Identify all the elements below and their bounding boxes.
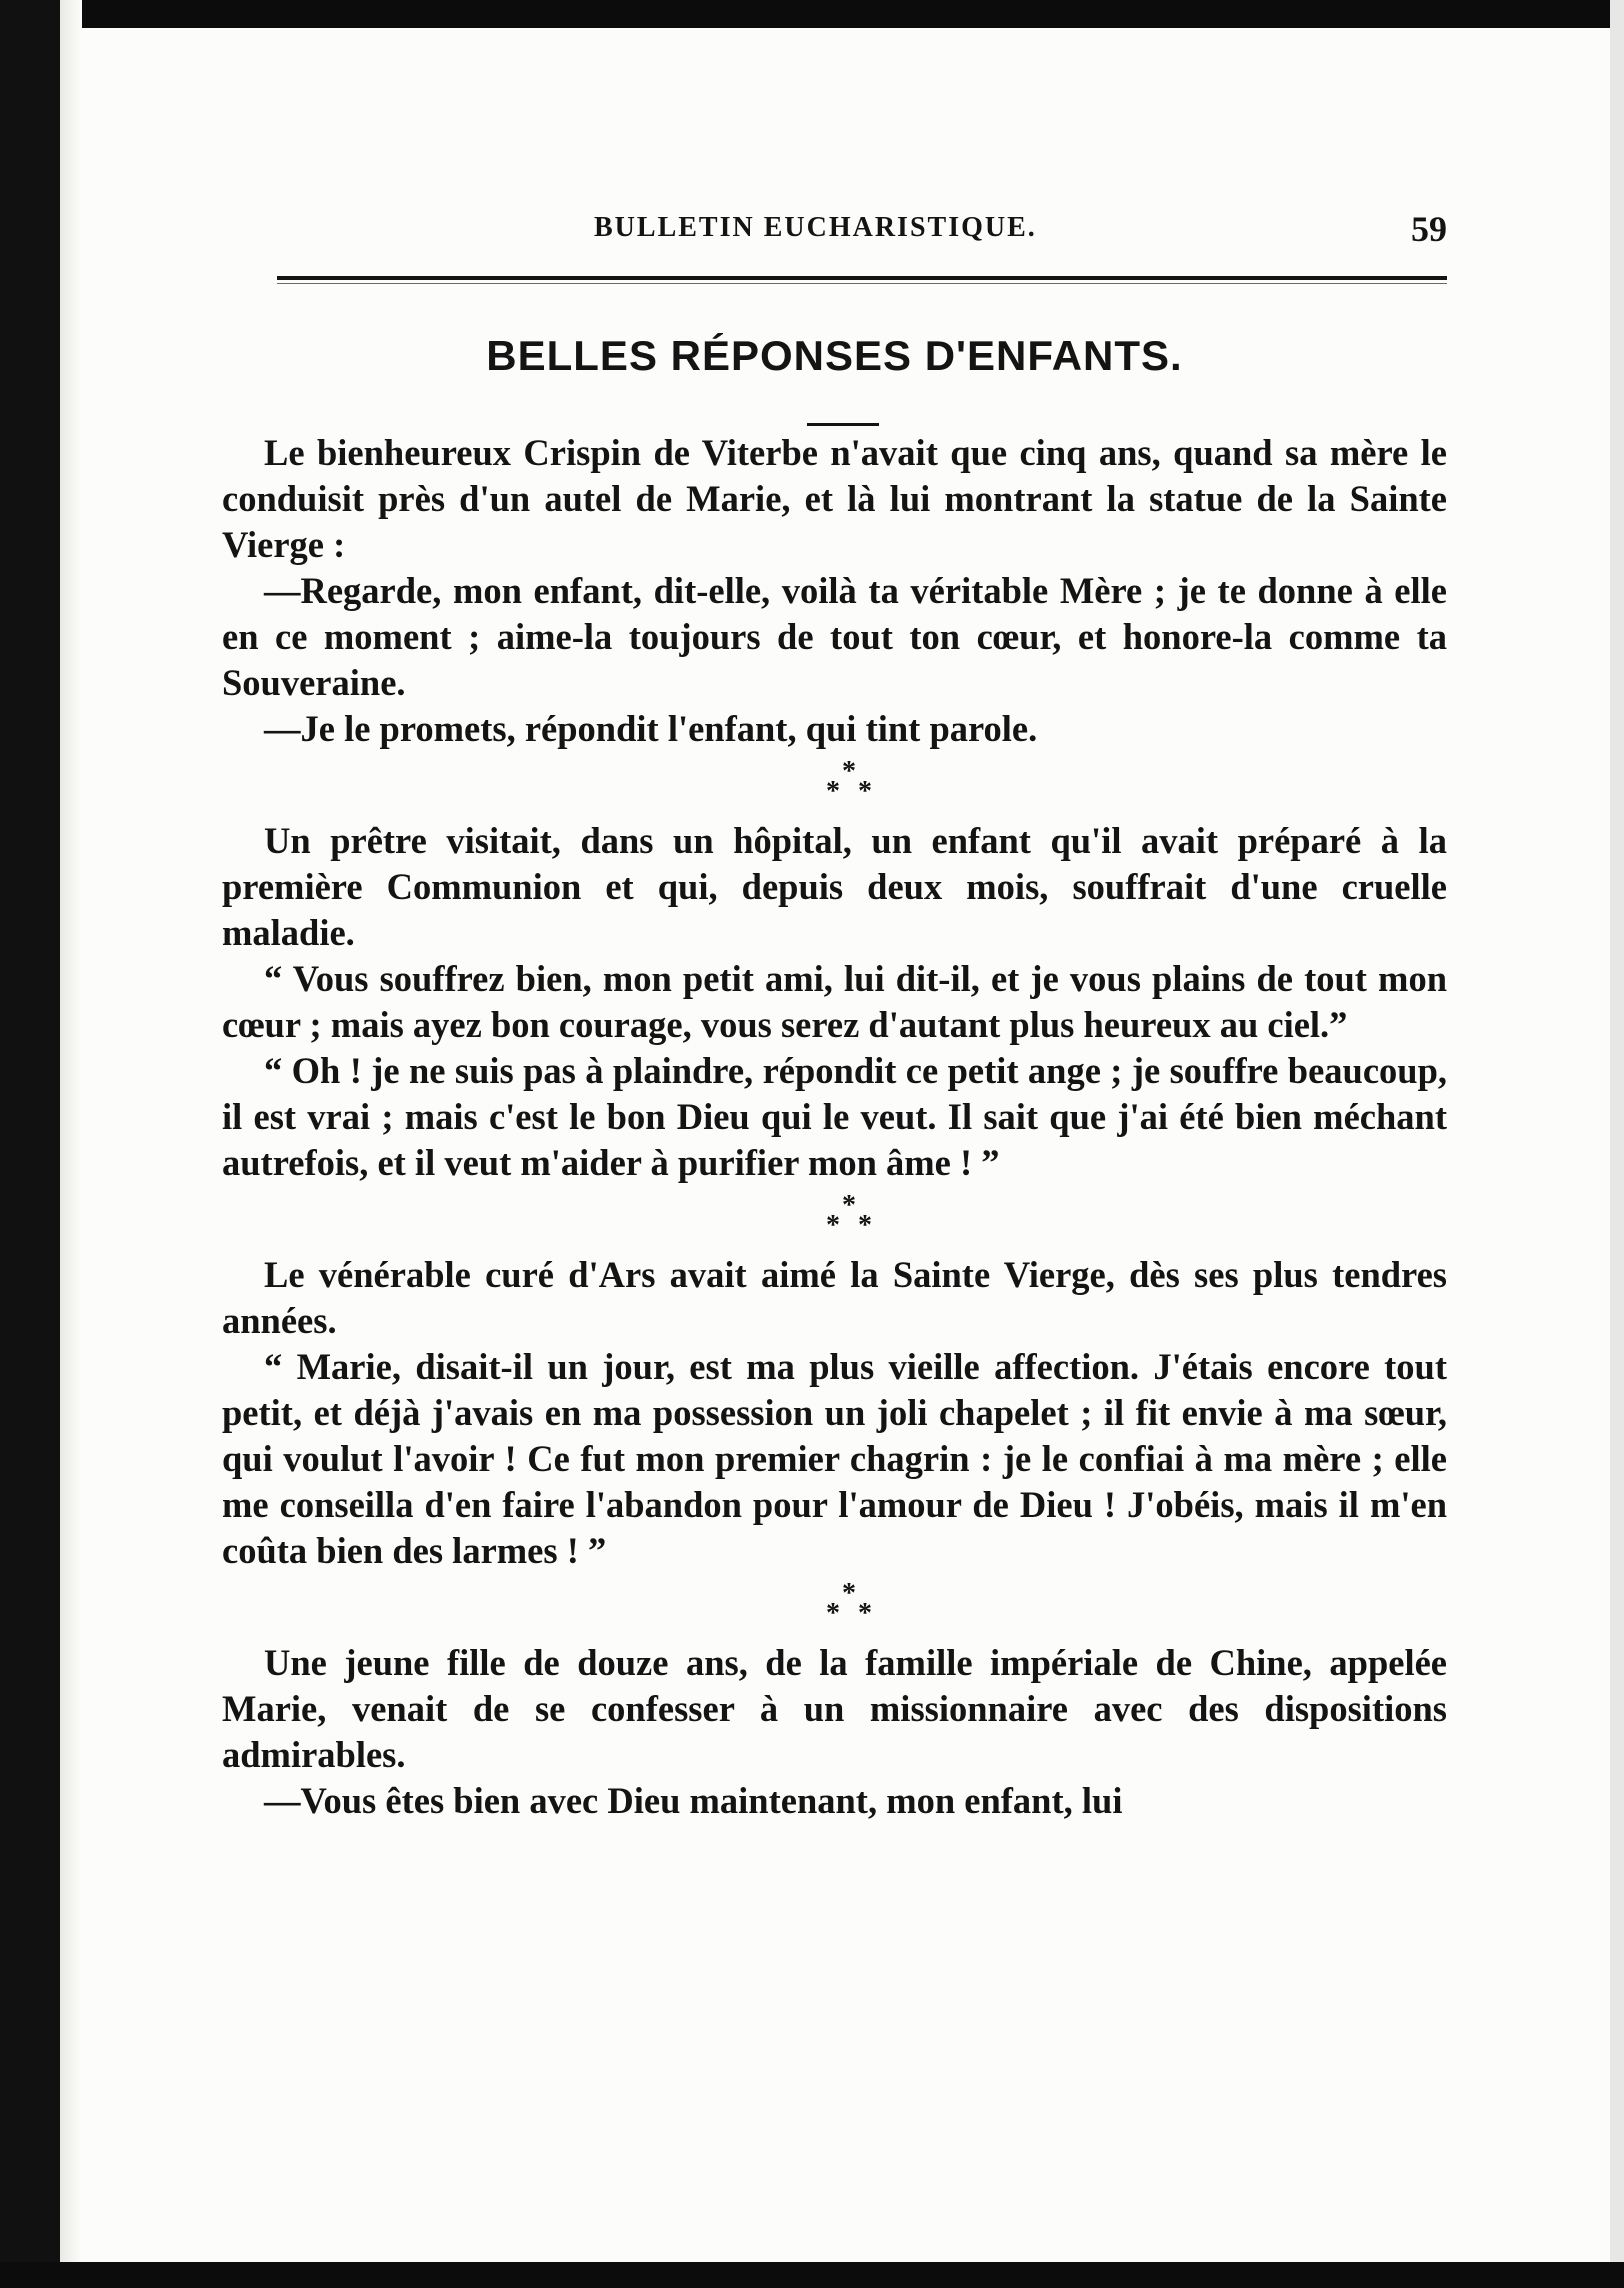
section-asterism xyxy=(222,752,1447,818)
asterism-star: * xyxy=(826,776,840,807)
asterism-star: * xyxy=(842,1190,856,1221)
page-gutter-shadow xyxy=(60,0,82,2288)
paragraph: —Vous êtes bien avec Dieu maintenant, mon enfant, lui xyxy=(264,1780,1123,1821)
section-asterism xyxy=(222,1186,1447,1252)
header-rule xyxy=(277,276,1447,280)
paragraph: Une jeune fille de douze ans, de la famille impériale de Chine, appelée Marie, venait de se confesser à un missionnaire avec des dispositions admirables. xyxy=(222,1642,1447,1775)
header-rule-thin xyxy=(277,283,1447,284)
scan-border-right xyxy=(1610,0,1624,2288)
asterism-star: * xyxy=(858,1210,872,1241)
paragraph: —Je le promets, répondit l'enfant, qui tint parole. xyxy=(264,708,1038,749)
paragraph: “ Oh ! je ne suis pas à plaindre, répondit ce petit ange ; je souffre beaucoup, il est vrai ; mais c'est le bon Dieu qui le veut. Il sait que j'ai été bien méchant autrefois, et il veut m'aider à purifier mon âme ! ” xyxy=(222,1050,1447,1183)
title-rule xyxy=(807,423,879,426)
article-body xyxy=(222,430,1447,1824)
paragraph: Le bienheureux Crispin de Viterbe n'avait que cinq ans, quand sa mère le conduisit près d'un autel de Marie, et là lui montrant la statue de la Sainte Vierge : xyxy=(222,432,1447,565)
paragraph: Le vénérable curé d'Ars avait aimé la Sainte Vierge, dès ses plus tendres années. xyxy=(222,1254,1447,1341)
paragraph: —Regarde, mon enfant, dit-elle, voilà ta véritable Mère ; je te donne à elle en ce moment ; aime-la toujours de tout ton cœur, et honore-la comme ta Souveraine. xyxy=(222,570,1447,703)
asterism-star: * xyxy=(826,1210,840,1241)
running-title: BULLETIN EUCHARISTIQUE. xyxy=(594,212,1037,243)
paragraph: Un prêtre visitait, dans un hôpital, un enfant qu'il avait préparé à la première Communion et qui, depuis deux mois, souffrait d'une cruelle maladie. xyxy=(222,820,1447,953)
asterism-star: * xyxy=(842,1578,856,1609)
running-header xyxy=(222,206,1447,256)
page-number: 59 xyxy=(1411,209,1447,249)
page-content xyxy=(222,0,1447,2288)
asterism-star: * xyxy=(858,776,872,807)
paragraph: “ Vous souffrez bien, mon petit ami, lui dit-il, et je vous plains de tout mon cœur ; mais ayez bon courage, vous serez d'autant plus heureux au ciel.” xyxy=(222,958,1447,1045)
asterism-star: * xyxy=(842,756,856,787)
article-title: BELLES RÉPONSES D'ENFANTS. xyxy=(486,332,1183,379)
paragraph: “ Marie, disait-il un jour, est ma plus vieille affection. J'étais encore tout petit, et déjà j'avais en ma possession un joli chapelet ; il fit envie à ma sœur, qui voulut l'avoir ! Ce fut mon premier chagrin : je le confiai à ma mère ; elle me conseilla d'en faire l'abandon pour l'amour de Dieu ! J'obéis, mais il m'en coûta bien des larmes ! ” xyxy=(222,1346,1447,1571)
scan-border-left xyxy=(0,0,60,2288)
section-asterism xyxy=(222,1574,1447,1640)
asterism-star: * xyxy=(826,1598,840,1629)
asterism-star: * xyxy=(858,1598,872,1629)
